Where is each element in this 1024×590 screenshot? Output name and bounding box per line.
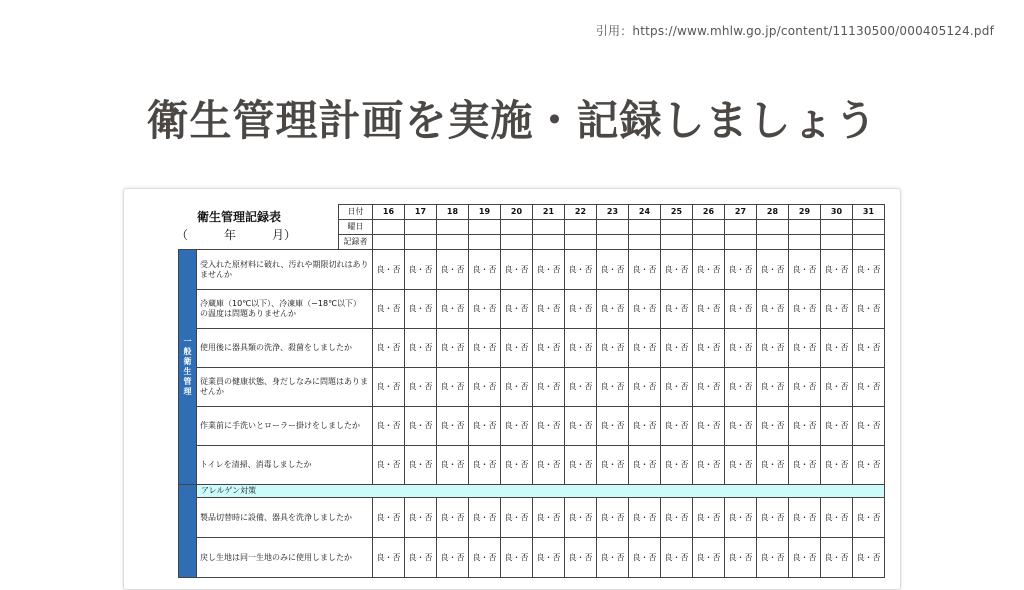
good-bad-mark-cell[interactable]: 良・否 xyxy=(469,446,501,485)
date-header-label: 日付 xyxy=(339,205,373,220)
good-bad-mark-cell[interactable]: 良・否 xyxy=(789,407,821,446)
good-bad-mark-cell[interactable]: 良・否 xyxy=(565,329,597,368)
recorder-cell[interactable] xyxy=(405,235,437,250)
recorder-cell[interactable] xyxy=(597,235,629,250)
good-bad-mark-cell[interactable]: 良・否 xyxy=(821,407,853,446)
day-header-cell: 19 xyxy=(469,205,501,220)
good-bad-mark-cell[interactable]: 良・否 xyxy=(629,290,661,329)
recorder-cell[interactable] xyxy=(373,235,405,250)
good-bad-mark-cell[interactable]: 良・否 xyxy=(437,290,469,329)
recorder-cell[interactable] xyxy=(693,235,725,250)
good-bad-mark-cell[interactable]: 良・否 xyxy=(853,290,885,329)
general-hygiene-category xyxy=(179,250,197,485)
good-bad-mark-cell[interactable]: 良・否 xyxy=(757,250,789,290)
good-bad-mark-cell[interactable]: 良・否 xyxy=(469,407,501,446)
good-bad-mark-cell[interactable]: 良・否 xyxy=(821,329,853,368)
good-bad-mark-cell[interactable]: 良・否 xyxy=(597,538,629,578)
good-bad-mark-cell[interactable]: 良・否 xyxy=(757,368,789,407)
recorder-cell[interactable] xyxy=(821,235,853,250)
good-bad-mark-cell[interactable]: 良・否 xyxy=(373,446,405,485)
check-item-row xyxy=(179,407,885,446)
day-header-cell: 16 xyxy=(373,205,405,220)
good-bad-mark-cell[interactable]: 良・否 xyxy=(597,290,629,329)
weekday-cell[interactable] xyxy=(725,220,757,235)
good-bad-mark-cell[interactable]: 良・否 xyxy=(853,368,885,407)
good-bad-mark-cell[interactable]: 良・否 xyxy=(533,538,565,578)
weekday-cell[interactable] xyxy=(533,220,565,235)
weekday-cell[interactable] xyxy=(405,220,437,235)
day-header-cell: 28 xyxy=(757,205,789,220)
good-bad-mark-cell[interactable]: 良・否 xyxy=(629,538,661,578)
good-bad-mark-cell[interactable]: 良・否 xyxy=(565,498,597,538)
good-bad-mark-cell[interactable]: 良・否 xyxy=(597,498,629,538)
weekday-cell[interactable] xyxy=(501,220,533,235)
good-bad-mark-cell[interactable]: 良・否 xyxy=(373,250,405,290)
good-bad-mark-cell[interactable]: 良・否 xyxy=(693,407,725,446)
good-bad-mark-cell[interactable]: 良・否 xyxy=(373,407,405,446)
weekday-cell[interactable] xyxy=(373,220,405,235)
day-header-cell: 25 xyxy=(661,205,693,220)
good-bad-mark-cell[interactable]: 良・否 xyxy=(629,407,661,446)
good-bad-mark-cell[interactable]: 良・否 xyxy=(501,329,533,368)
good-bad-mark-cell[interactable]: 良・否 xyxy=(661,538,693,578)
recorder-header-label: 記録者 xyxy=(339,235,373,250)
good-bad-mark-cell[interactable]: 良・否 xyxy=(757,329,789,368)
recorder-cell[interactable] xyxy=(629,235,661,250)
sheet-title: 衛生管理記録表 xyxy=(196,210,281,224)
good-bad-mark-cell[interactable]: 良・否 xyxy=(789,538,821,578)
good-bad-mark-cell[interactable]: 良・否 xyxy=(373,498,405,538)
good-bad-mark-cell[interactable]: 良・否 xyxy=(629,368,661,407)
good-bad-mark-cell[interactable]: 良・否 xyxy=(757,446,789,485)
good-bad-mark-cell[interactable]: 良・否 xyxy=(565,407,597,446)
good-bad-mark-cell[interactable]: 良・否 xyxy=(725,538,757,578)
day-header-cell: 18 xyxy=(437,205,469,220)
good-bad-mark-cell[interactable]: 良・否 xyxy=(725,329,757,368)
good-bad-mark-cell[interactable]: 良・否 xyxy=(661,446,693,485)
weekday-cell[interactable] xyxy=(629,220,661,235)
good-bad-mark-cell[interactable]: 良・否 xyxy=(757,498,789,538)
good-bad-mark-cell[interactable]: 良・否 xyxy=(693,498,725,538)
good-bad-mark-cell[interactable]: 良・否 xyxy=(501,368,533,407)
good-bad-mark-cell[interactable]: 良・否 xyxy=(853,407,885,446)
check-item-label: 製品切替時に設備、器具を洗浄しましたか xyxy=(197,498,373,538)
good-bad-mark-cell[interactable]: 良・否 xyxy=(821,538,853,578)
good-bad-mark-cell[interactable]: 良・否 xyxy=(405,407,437,446)
good-bad-mark-cell[interactable]: 良・否 xyxy=(725,368,757,407)
day-header-cell: 31 xyxy=(853,205,885,220)
good-bad-mark-cell[interactable]: 良・否 xyxy=(501,250,533,290)
day-header-cell: 27 xyxy=(725,205,757,220)
good-bad-mark-cell[interactable]: 良・否 xyxy=(725,498,757,538)
good-bad-mark-cell[interactable]: 良・否 xyxy=(789,498,821,538)
general-hygiene-category-label: 一般衛生管理 xyxy=(183,337,192,396)
good-bad-mark-cell[interactable]: 良・否 xyxy=(501,407,533,446)
weekday-cell[interactable] xyxy=(693,220,725,235)
good-bad-mark-cell[interactable]: 良・否 xyxy=(533,250,565,290)
good-bad-mark-cell[interactable]: 良・否 xyxy=(405,498,437,538)
good-bad-mark-cell[interactable]: 良・否 xyxy=(789,329,821,368)
hygiene-record-table xyxy=(178,204,885,578)
weekday-cell[interactable] xyxy=(757,220,789,235)
good-bad-mark-cell[interactable]: 良・否 xyxy=(373,290,405,329)
good-bad-mark-cell[interactable]: 良・否 xyxy=(789,446,821,485)
citation-source: 引用：https://www.mhlw.go.jp/content/11130500/000405124.pdf xyxy=(595,24,994,38)
good-bad-mark-cell[interactable]: 良・否 xyxy=(757,538,789,578)
good-bad-mark-cell[interactable]: 良・否 xyxy=(437,498,469,538)
good-bad-mark-cell[interactable]: 良・否 xyxy=(821,498,853,538)
recorder-cell[interactable] xyxy=(533,235,565,250)
allergen-heading-row xyxy=(179,485,885,498)
good-bad-mark-cell[interactable]: 良・否 xyxy=(597,368,629,407)
good-bad-mark-cell[interactable]: 良・否 xyxy=(469,368,501,407)
day-header-cell: 22 xyxy=(565,205,597,220)
good-bad-mark-cell[interactable]: 良・否 xyxy=(565,538,597,578)
good-bad-mark-cell[interactable]: 良・否 xyxy=(821,368,853,407)
good-bad-mark-cell[interactable]: 良・否 xyxy=(629,329,661,368)
good-bad-mark-cell[interactable]: 良・否 xyxy=(853,250,885,290)
good-bad-mark-cell[interactable]: 良・否 xyxy=(437,329,469,368)
good-bad-mark-cell[interactable]: 良・否 xyxy=(405,290,437,329)
check-item-row xyxy=(179,290,885,329)
weekday-cell[interactable] xyxy=(853,220,885,235)
good-bad-mark-cell[interactable]: 良・否 xyxy=(693,250,725,290)
good-bad-mark-cell[interactable]: 良・否 xyxy=(693,290,725,329)
day-header-cell: 24 xyxy=(629,205,661,220)
good-bad-mark-cell[interactable]: 良・否 xyxy=(789,368,821,407)
good-bad-mark-cell[interactable]: 良・否 xyxy=(853,329,885,368)
weekday-cell[interactable] xyxy=(661,220,693,235)
good-bad-mark-cell[interactable]: 良・否 xyxy=(565,250,597,290)
check-item-row xyxy=(179,250,885,290)
check-item-row xyxy=(179,498,885,538)
weekday-cell[interactable] xyxy=(789,220,821,235)
good-bad-mark-cell[interactable]: 良・否 xyxy=(437,538,469,578)
good-bad-mark-cell[interactable]: 良・否 xyxy=(821,446,853,485)
slide-title: 衛生管理計画を実施・記録しましょう xyxy=(146,96,878,145)
good-bad-mark-cell[interactable]: 良・否 xyxy=(725,407,757,446)
good-bad-mark-cell[interactable]: 良・否 xyxy=(661,329,693,368)
recorder-cell[interactable] xyxy=(437,235,469,250)
good-bad-mark-cell[interactable]: 良・否 xyxy=(853,538,885,578)
good-bad-mark-cell[interactable]: 良・否 xyxy=(661,498,693,538)
good-bad-mark-cell[interactable]: 良・否 xyxy=(469,329,501,368)
good-bad-mark-cell[interactable]: 良・否 xyxy=(501,498,533,538)
good-bad-mark-cell[interactable]: 良・否 xyxy=(533,498,565,538)
good-bad-mark-cell[interactable]: 良・否 xyxy=(629,446,661,485)
day-header-cell: 17 xyxy=(405,205,437,220)
good-bad-mark-cell[interactable]: 良・否 xyxy=(533,290,565,329)
good-bad-mark-cell[interactable]: 良・否 xyxy=(661,368,693,407)
recorder-cell[interactable] xyxy=(565,235,597,250)
day-header-cell: 21 xyxy=(533,205,565,220)
good-bad-mark-cell[interactable]: 良・否 xyxy=(533,446,565,485)
good-bad-mark-cell[interactable]: 良・否 xyxy=(373,538,405,578)
good-bad-mark-cell[interactable]: 良・否 xyxy=(661,407,693,446)
recorder-cell[interactable] xyxy=(501,235,533,250)
check-item-row xyxy=(179,446,885,485)
day-header-cell: 29 xyxy=(789,205,821,220)
recorder-cell[interactable] xyxy=(853,235,885,250)
good-bad-mark-cell[interactable]: 良・否 xyxy=(725,446,757,485)
check-item-label: 従業員の健康状態、身だしなみに問題はありませんか xyxy=(197,368,373,407)
day-header-cell: 26 xyxy=(693,205,725,220)
good-bad-mark-cell[interactable]: 良・否 xyxy=(597,329,629,368)
recorder-cell[interactable] xyxy=(757,235,789,250)
allergen-heading: アレルゲン対策 xyxy=(197,485,885,498)
weekday-cell[interactable] xyxy=(597,220,629,235)
allergen-category-side xyxy=(179,485,197,578)
good-bad-mark-cell[interactable]: 良・否 xyxy=(565,446,597,485)
good-bad-mark-cell[interactable]: 良・否 xyxy=(597,407,629,446)
good-bad-mark-cell[interactable]: 良・否 xyxy=(821,250,853,290)
good-bad-mark-cell[interactable]: 良・否 xyxy=(405,446,437,485)
good-bad-mark-cell[interactable]: 良・否 xyxy=(757,290,789,329)
good-bad-mark-cell[interactable]: 良・否 xyxy=(597,250,629,290)
good-bad-mark-cell[interactable]: 良・否 xyxy=(853,498,885,538)
good-bad-mark-cell[interactable]: 良・否 xyxy=(693,446,725,485)
good-bad-mark-cell[interactable]: 良・否 xyxy=(693,329,725,368)
good-bad-mark-cell[interactable]: 良・否 xyxy=(693,538,725,578)
day-header-cell: 30 xyxy=(821,205,853,220)
check-item-label: 使用後に器具類の洗浄、殺菌をしましたか xyxy=(197,329,373,368)
good-bad-mark-cell[interactable]: 良・否 xyxy=(469,538,501,578)
recorder-cell[interactable] xyxy=(661,235,693,250)
good-bad-mark-cell[interactable]: 良・否 xyxy=(501,538,533,578)
check-item-row xyxy=(179,368,885,407)
check-item-label: 受入れた原材料に破れ、汚れや期限切れはありませんか xyxy=(197,250,373,290)
good-bad-mark-cell[interactable]: 良・否 xyxy=(373,368,405,407)
good-bad-mark-cell[interactable]: 良・否 xyxy=(597,446,629,485)
good-bad-mark-cell[interactable]: 良・否 xyxy=(469,250,501,290)
good-bad-mark-cell[interactable]: 良・否 xyxy=(405,368,437,407)
recorder-cell[interactable] xyxy=(725,235,757,250)
good-bad-mark-cell[interactable]: 良・否 xyxy=(469,498,501,538)
good-bad-mark-cell[interactable]: 良・否 xyxy=(373,329,405,368)
good-bad-mark-cell[interactable]: 良・否 xyxy=(661,250,693,290)
good-bad-mark-cell[interactable]: 良・否 xyxy=(789,290,821,329)
good-bad-mark-cell[interactable]: 良・否 xyxy=(629,250,661,290)
good-bad-mark-cell[interactable]: 良・否 xyxy=(725,250,757,290)
good-bad-mark-cell[interactable]: 良・否 xyxy=(821,290,853,329)
weekday-header-label: 曜日 xyxy=(339,220,373,235)
weekday-cell[interactable] xyxy=(821,220,853,235)
good-bad-mark-cell[interactable]: 良・否 xyxy=(405,250,437,290)
good-bad-mark-cell[interactable]: 良・否 xyxy=(437,368,469,407)
good-bad-mark-cell[interactable]: 良・否 xyxy=(469,290,501,329)
sheet-period: （ 年 月） xyxy=(176,228,297,242)
good-bad-mark-cell[interactable]: 良・否 xyxy=(501,290,533,329)
good-bad-mark-cell[interactable]: 良・否 xyxy=(533,329,565,368)
weekday-cell[interactable] xyxy=(565,220,597,235)
check-item-label: 冷蔵庫（10℃以下）、冷凍庫（−18℃以下）の温度は問題ありませんか xyxy=(197,290,373,329)
good-bad-mark-cell[interactable]: 良・否 xyxy=(757,407,789,446)
good-bad-mark-cell[interactable]: 良・否 xyxy=(405,329,437,368)
good-bad-mark-cell[interactable]: 良・否 xyxy=(629,498,661,538)
check-item-label: 戻し生地は同一生地のみに使用しましたか xyxy=(197,538,373,578)
good-bad-mark-cell[interactable]: 良・否 xyxy=(437,446,469,485)
check-item-label: トイレを清掃、消毒しましたか xyxy=(197,446,373,485)
check-item-row xyxy=(179,329,885,368)
check-item-row xyxy=(179,538,885,578)
good-bad-mark-cell[interactable]: 良・否 xyxy=(565,368,597,407)
good-bad-mark-cell[interactable]: 良・否 xyxy=(437,407,469,446)
good-bad-mark-cell[interactable]: 良・否 xyxy=(789,250,821,290)
good-bad-mark-cell[interactable]: 良・否 xyxy=(725,290,757,329)
good-bad-mark-cell[interactable]: 良・否 xyxy=(693,368,725,407)
good-bad-mark-cell[interactable]: 良・否 xyxy=(405,538,437,578)
weekday-cell[interactable] xyxy=(437,220,469,235)
good-bad-mark-cell[interactable]: 良・否 xyxy=(501,446,533,485)
good-bad-mark-cell[interactable]: 良・否 xyxy=(661,290,693,329)
day-header-cell: 20 xyxy=(501,205,533,220)
good-bad-mark-cell[interactable]: 良・否 xyxy=(533,407,565,446)
check-item-label: 作業前に手洗いとローラー掛けをしましたか xyxy=(197,407,373,446)
good-bad-mark-cell[interactable]: 良・否 xyxy=(565,290,597,329)
good-bad-mark-cell[interactable]: 良・否 xyxy=(533,368,565,407)
good-bad-mark-cell[interactable]: 良・否 xyxy=(853,446,885,485)
weekday-cell[interactable] xyxy=(469,220,501,235)
good-bad-mark-cell[interactable]: 良・否 xyxy=(437,250,469,290)
recorder-cell[interactable] xyxy=(789,235,821,250)
recorder-cell[interactable] xyxy=(469,235,501,250)
day-header-cell: 23 xyxy=(597,205,629,220)
